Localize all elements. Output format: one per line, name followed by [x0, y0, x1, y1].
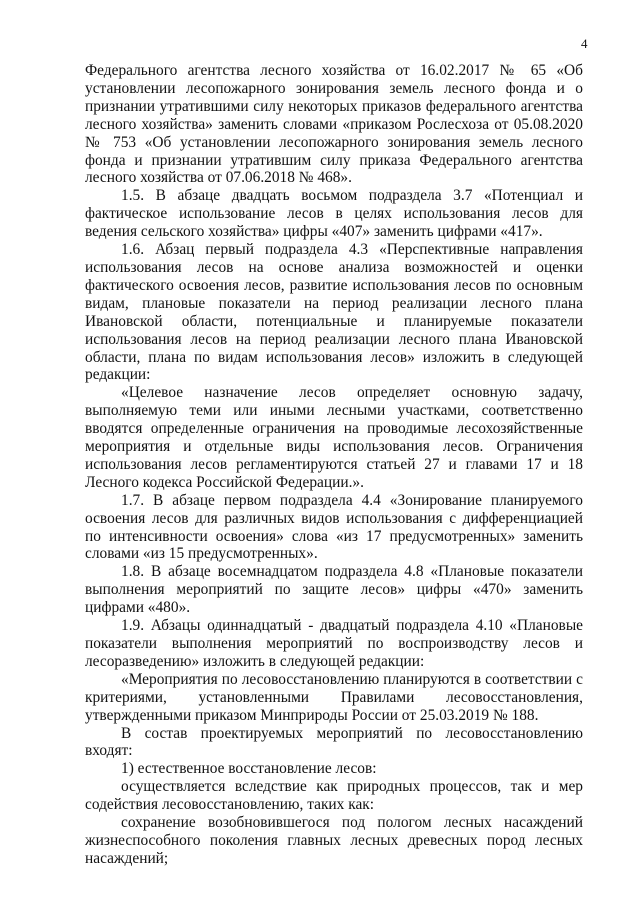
paragraph-11: осуществляется вследствие как природных процессов, так и мер содействия лесовосстановлению, таких как:: [85, 778, 583, 814]
body-text: [85, 62, 583, 868]
paragraph-12: сохранение возобновившегося под пологом лесных насаждений жизнеспособного поколения главных лесных древесных пород лесных насаждений;: [85, 814, 583, 867]
paragraph-5: 1.7. В абзаце первом подраздела 4.4 «Зонирование планируемого освоения лесов для различных видов использования с дифференциацией по интенсивности освоения» слова «из 17 предусмотренных» заменить словами «из 15 предусмотренных».: [85, 491, 583, 563]
paragraph-7: 1.9. Абзацы одиннадцатый - двадцатый подраздела 4.10 «Плановые показатели выполнения мероприятий по воспроизводству лесов и лесоразведению» изложить в следующей редакции:: [85, 617, 583, 670]
page-number: 4: [581, 36, 588, 51]
paragraph-4: «Целевое назначение лесов определяет основную задачу, выполняемую теми или иными лесными участками, соответственно вводятся определенные ограничения на проводимые лесохозяйственные мероприятия и отдельные виды использования лесов. Ограничения использования лесов регламентируются статьей 27 и главами 17 и 18 Лесного кодекса Российской Федерации.».: [85, 384, 583, 491]
paragraph-9: В состав проектируемых мероприятий по лесовосстановлению входят:: [85, 724, 583, 760]
paragraph-6: 1.8. В абзаце восемнадцатом подраздела 4.8 «Плановые показатели выполнения мероприятий по защите лесов» цифры «470» заменить цифрами «480».: [85, 563, 583, 617]
paragraph-2: 1.5. В абзаце двадцать восьмом подраздела 3.7 «Потенциал и фактическое использование лесов в целях использования лесов для ведения сельского хозяйства» цифры «407» заменить цифрами «417».: [85, 187, 583, 241]
paragraph-10: 1) естественное восстановление лесов:: [121, 760, 377, 778]
paragraph-8: «Мероприятия по лесовосстановлению планируются в соответствии с критериями, установленными Правилами лесовосстановления, утвержденными приказом Минприроды России от 25.03.2019 № 188.: [85, 670, 583, 724]
paragraph-3: 1.6. Абзац первый подраздела 4.3 «Перспективные направления использования лесов на основе анализа возможностей и оценки фактического освоения лесов, развитие использования лесов по основным видам, плановые показатели на период реализации лесного плана Ивановской области, потенциальные и планируемые показатели использования лесов на период реализации лесного плана Ивановской области, плана по видам использования лесов» изложить в следующей редакции:: [85, 241, 583, 384]
paragraph-1: Федерального агентства лесного хозяйства от 16.02.2017 № 65 «Об установлении лесопожарного зонирования земель лесного фонда и о признании утратившими силу некоторых приказов федерального агентства лесного хозяйства» заменить словами «приказом Рослесхоза от 05.08.2020 № 753 «Об установлении лесопожарного зонирования земель лесного фонда и признании утратившим силу приказа Федерального агентства лесного хозяйства от 07.06.2018 № 468».: [85, 62, 583, 187]
